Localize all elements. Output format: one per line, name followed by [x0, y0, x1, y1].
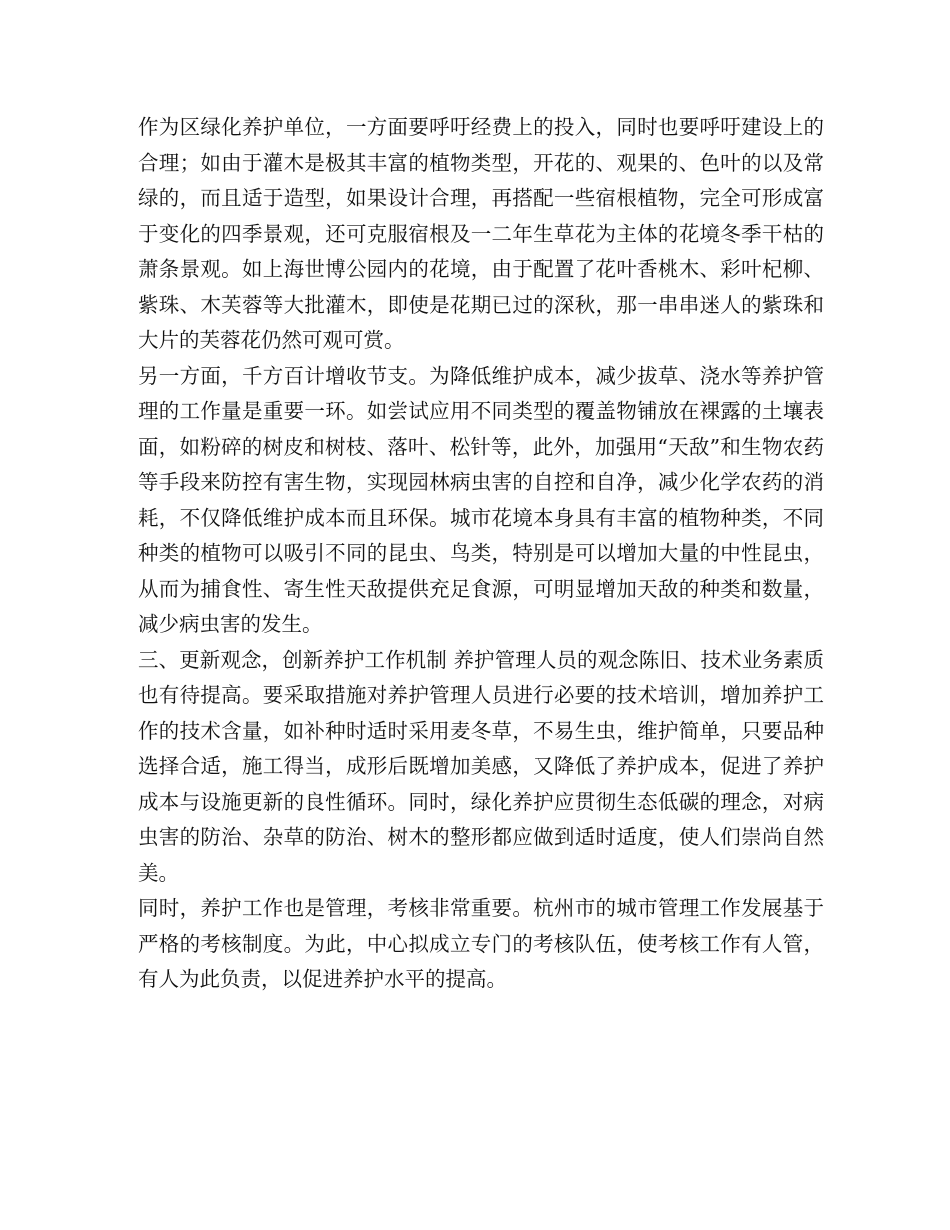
- paragraph-new-mechanism: 三、更新观念，创新养护工作机制 养护管理人员的观念陈旧、技术业务素质也有待提高。要采取措施对养护管理人员进行必要的技术培训，增加养护工作的技术含量，如补种时适时采用麦冬草，不易生虫，维护简单，只要品种选择合适，施工得当，成形后既增加美感，又降低了养护成本，促进了养护成本与设施更新的良性循环。同时，绿化养护应贯彻生态低碳的理念，对病虫害的防治、杂草的防治、树木的整形都应做到适时适度，使人们崇尚自然美。: [138, 647, 824, 885]
- paragraph-budget-and-design: 作为区绿化养护单位，一方面要呼吁经费上的投入，同时也要呼吁建设上的合理；如由于灌木是极其丰富的植物类型，开花的、观果的、色叶的以及常绿的，而且适于造型，如果设计合理，再搭配一些宿根植物，完全可形成富于变化的四季景观，还可克服宿根及一二年生草花为主体的花境冬季干枯的萧条景观。如上海世博公园内的花境，由于配置了花叶香桃木、彩叶杞柳、紫珠、木芙蓉等大批灌木，即使是花期已过的深秋，那一串串迷人的紫珠和大片的芙蓉花仍然可观可赏。: [138, 115, 824, 352]
- paragraph-assessment: 同时，养护工作也是管理，考核非常重要。杭州市的城市管理工作发展基于严格的考核制度。为此，中心拟成立专门的考核队伍，使考核工作有人管，有人为此负责，以促进养护水平的提高。: [138, 896, 824, 991]
- paragraph-cost-reduction: 另一方面，千方百计增收节支。为降低维护成本，减少拔草、浇水等养护管理的工作量是重要一环。如尝试应用不同类型的覆盖物铺放在裸露的土壤表面，如粉碎的树皮和树枝、落叶、松针等，此外，加强用“天敌”和生物农药等手段来防控有害生物，实现园林病虫害的自控和自净，减少化学农药的消耗，不仅降低维护成本而且环保。城市花境本身具有丰富的植物种类，不同种类的植物可以吸引不同的昆虫、鸟类，特别是可以增加大量的中性昆虫，从而为捕食性、寄生性天敌提供充足食源，可明显增加天敌的种类和数量，减少病虫害的发生。: [138, 363, 824, 636]
- document-body: [138, 110, 824, 998]
